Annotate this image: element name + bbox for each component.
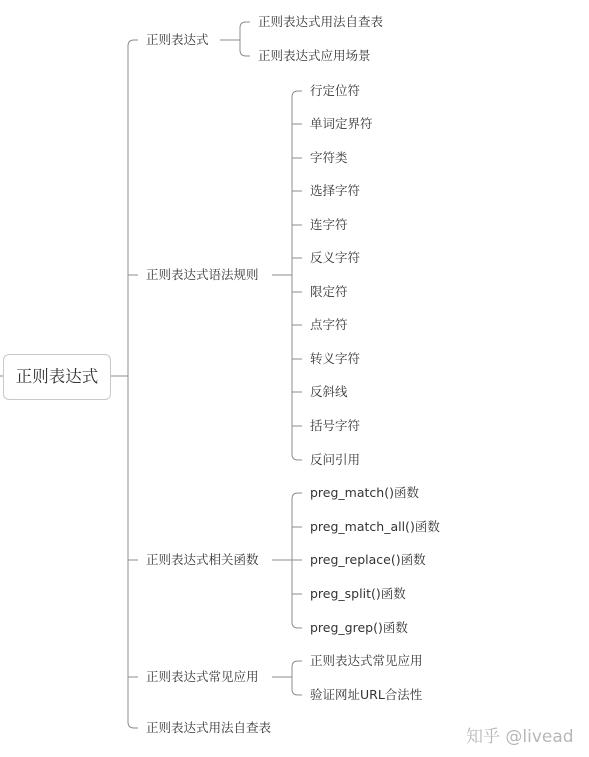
branch-1-child-8[interactable]: 转义字符 xyxy=(310,351,361,366)
branch-1-child-10[interactable]: 括号字符 xyxy=(310,418,361,433)
branch-2-child-3[interactable]: preg_split()函数 xyxy=(310,586,406,601)
branch-1-child-1[interactable]: 单词定界符 xyxy=(310,116,373,131)
branch-3-bracket xyxy=(292,661,302,695)
branch-1-child-4[interactable]: 连字符 xyxy=(310,217,348,232)
branch-1-child-2[interactable]: 字符类 xyxy=(310,150,348,165)
level1-bracket xyxy=(128,40,138,728)
branch-1-child-3[interactable]: 选择字符 xyxy=(310,183,361,198)
branch-4[interactable]: 正则表达式用法自查表 xyxy=(146,720,272,735)
branch-1-child-7[interactable]: 点字符 xyxy=(310,317,348,332)
branch-1[interactable]: 正则表达式语法规则 xyxy=(146,267,259,282)
watermark: 知乎 @livead xyxy=(466,727,574,747)
branch-0-bracket xyxy=(240,22,250,56)
branch-3-child-0[interactable]: 正则表达式常见应用 xyxy=(310,653,423,668)
branch-2-child-1[interactable]: preg_match_all()函数 xyxy=(310,519,440,534)
branch-3-child-1[interactable]: 验证网址URL合法性 xyxy=(310,687,423,702)
branch-1-child-6[interactable]: 限定符 xyxy=(310,284,348,299)
branch-2-child-4[interactable]: preg_grep()函数 xyxy=(310,620,408,635)
branch-0-child-1[interactable]: 正则表达式应用场景 xyxy=(258,48,371,63)
branch-0-child-0[interactable]: 正则表达式用法自查表 xyxy=(258,14,384,29)
branch-2[interactable]: 正则表达式相关函数 xyxy=(146,552,259,567)
branch-1-bracket xyxy=(292,91,302,460)
branch-2-child-2[interactable]: preg_replace()函数 xyxy=(310,552,426,567)
branch-2-child-0[interactable]: preg_match()函数 xyxy=(310,485,419,500)
branch-3[interactable]: 正则表达式常见应用 xyxy=(146,669,259,684)
root-node[interactable]: 正则表达式 xyxy=(3,354,111,400)
branch-1-child-0[interactable]: 行定位符 xyxy=(310,83,361,98)
branch-1-child-9[interactable]: 反斜线 xyxy=(310,384,348,399)
branch-0[interactable]: 正则表达式 xyxy=(146,32,209,47)
branch-1-child-5[interactable]: 反义字符 xyxy=(310,250,361,265)
branch-1-child-11[interactable]: 反问引用 xyxy=(310,452,361,467)
